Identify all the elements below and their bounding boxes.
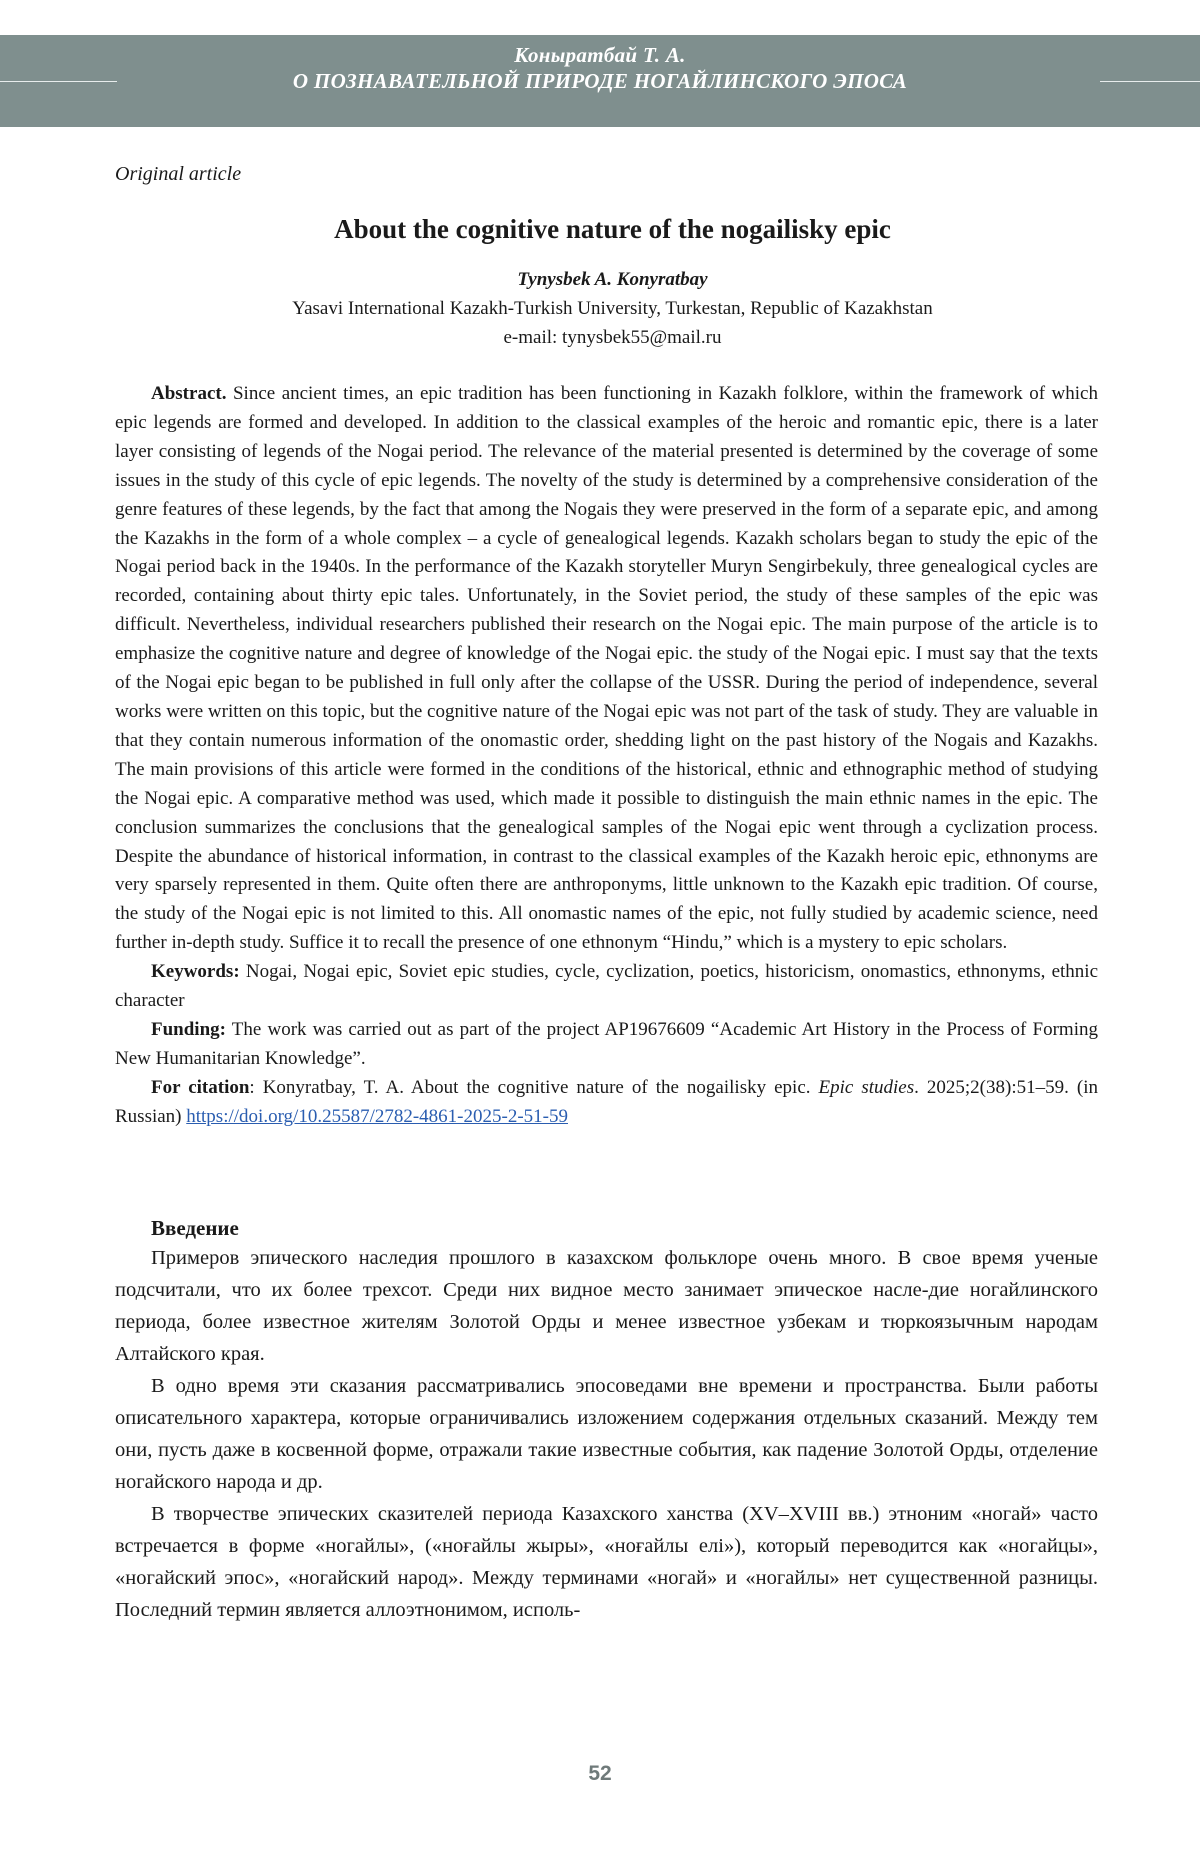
- citation-paragraph: [115, 1074, 1098, 1132]
- author-email: e-mail: tynysbek55@mail.ru: [503, 327, 722, 348]
- abstract-section: [115, 380, 1098, 1132]
- header-author: Коныратбай Т. А.: [514, 43, 686, 67]
- author-name: Tynysbek A. Konyratbay: [517, 269, 708, 290]
- article-content: [115, 163, 1098, 1626]
- abstract-paragraph: [115, 380, 1098, 958]
- keywords-text: Nogai, Nogai epic, Soviet epic studies, cycle, cyclization, poetics, historicism, onomastics, ethnonyms, ethnic character: [115, 961, 1099, 1012]
- keywords-label: Keywords:: [151, 961, 240, 983]
- article-title: About the cognitive nature of the nogailisky epic: [334, 214, 891, 244]
- intro-paragraph: В одно время эти сказания рассматривались эпосоведами вне времени и пространства. Были работы описательного характера, которые ограничивались изложением содержания отдельных сказаний. Между тем они, пусть даже в косвенной форме, отражали такие известные события, как падение Золотой Орды, отделение ногайского народа и др.: [115, 1374, 1098, 1493]
- citation-text: : Konyratbay, T. A. About the cognitive nature of the nogailisky epic.: [249, 1076, 819, 1098]
- citation-details: . 2025;2(38):51–59. (in Russian): [115, 1076, 1098, 1127]
- page-number: 52: [588, 1762, 612, 1785]
- abstract-label: Abstract.: [151, 383, 227, 404]
- keywords-paragraph: [115, 958, 1098, 1016]
- citation-journal: Epic studies: [818, 1076, 915, 1098]
- funding-text: The work was carried out as part of the project AP19676609 “Academic Art History in the Process of Forming New Humanitarian Knowledge”.: [115, 1018, 1098, 1069]
- introduction-section: [115, 1214, 1098, 1626]
- doi-link[interactable]: https://doi.org/10.25587/2782-4861-2025-2-51-59: [186, 1105, 568, 1127]
- running-header: [0, 35, 1200, 127]
- intro-paragraph: Примеров эпического наследия прошлого в казахском фольклоре очень много. В свое время ученые подсчитали, что их более трехсот. Среди них видное место занимает эпическое насле-дие ногайлинского периода, более известное жителям Золотой Орды и менее известное узбекам и тюркоязычным народам Алтайского края.: [115, 1246, 1098, 1365]
- funding-label: Funding:: [151, 1018, 226, 1040]
- author-block: [115, 265, 1098, 352]
- abstract-text: Since ancient times, an epic tradition has been functioning in Kazakh folklore, within the framework of which epic legends are formed and developed. In addition to the classical examples of the heroic and romantic epic, there is a later layer consisting of legends of the Nogai period. The relevance of the material presented is determined by the coverage of some issues in the study of this cycle of epic legends. The novelty of the study is determined by a comprehensive consideration of the genre features of these legends, by the fact that among the Nogais they were preserved in the form of a separate epic, and among the Kazakhs in the form of a whole complex – a cycle of genealogical legends. Kazakh scholars began to study the epic of the Nogai period back in the 1940s. In the performance of the Kazakh storyteller Muryn Sengirbekuly, three genealogical cycles are recorded, containing about thirty epic tales. Unfortunately, in the Soviet period, the study of these samples of the epic was difficult. Nevertheless, individual researchers published their research on the Nogai epic. The main purpose of the article is to emphasize the cognitive nature and degree of knowledge of the Nogai epic. the study of the Nogai epic. I must say that the texts of the Nogai epic began to be published in full only after the collapse of the USSR. During the period of independence, several works were written on this topic, but the cognitive nature of the Nogai epic was not part of the task of study. They are valuable in that they contain numerous information of the onomastic order, shedding light on the past history of the Nogais and Kazakhs. The main provisions of this article were formed in the conditions of the historical, ethnic and ethnographic method of studying the Nogai epic. A comparative method was used, which made it possible to distinguish the main ethnic names in the epic. The conclusion summarizes the conclusions that the genealogical samples of the Nogai epic went through a cyclization process. Despite the abundance of historical information, in contrast to the classical examples of the Kazakh heroic epic, ethnonyms are very sparsely represented in them. Quite often there are anthroponyms, little unknown to the Kazakh epic tradition. Of course, the study of the Nogai epic is not limited to this. All onomastic names of the epic, not fully studied by academic science, need further in-depth study. Suffice it to recall the presence of one ethnonym “Hindu,” which is a mystery to epic scholars.: [115, 383, 1098, 954]
- funding-paragraph: [115, 1016, 1098, 1074]
- article-type-label: Original article: [115, 163, 242, 185]
- header-title: О ПОЗНАВАТЕЛЬНОЙ ПРИРОДЕ НОГАЙЛИНСКОГО ЭПОСА: [292, 69, 908, 93]
- author-affiliation: Yasavi International Kazakh-Turkish University, Turkestan, Republic of Kazakhstan: [292, 298, 933, 319]
- introduction-heading: Введение: [151, 1215, 239, 1240]
- intro-paragraph: В творчестве эпических сказителей периода Казахского ханства (XV–XVIII вв.) этноним «ногай» часто встречается в форме «ногайлы», («ноғайлы жыры», «ноғайлы елі»), который переводится как «ногайцы», «ногайский эпос», «ногайский народ». Между терминами «ногай» и «ногайлы» нет существенной разницы. Последний термин является аллоэтнонимом, исполь-: [115, 1502, 1098, 1621]
- citation-label: For citation: [151, 1076, 250, 1098]
